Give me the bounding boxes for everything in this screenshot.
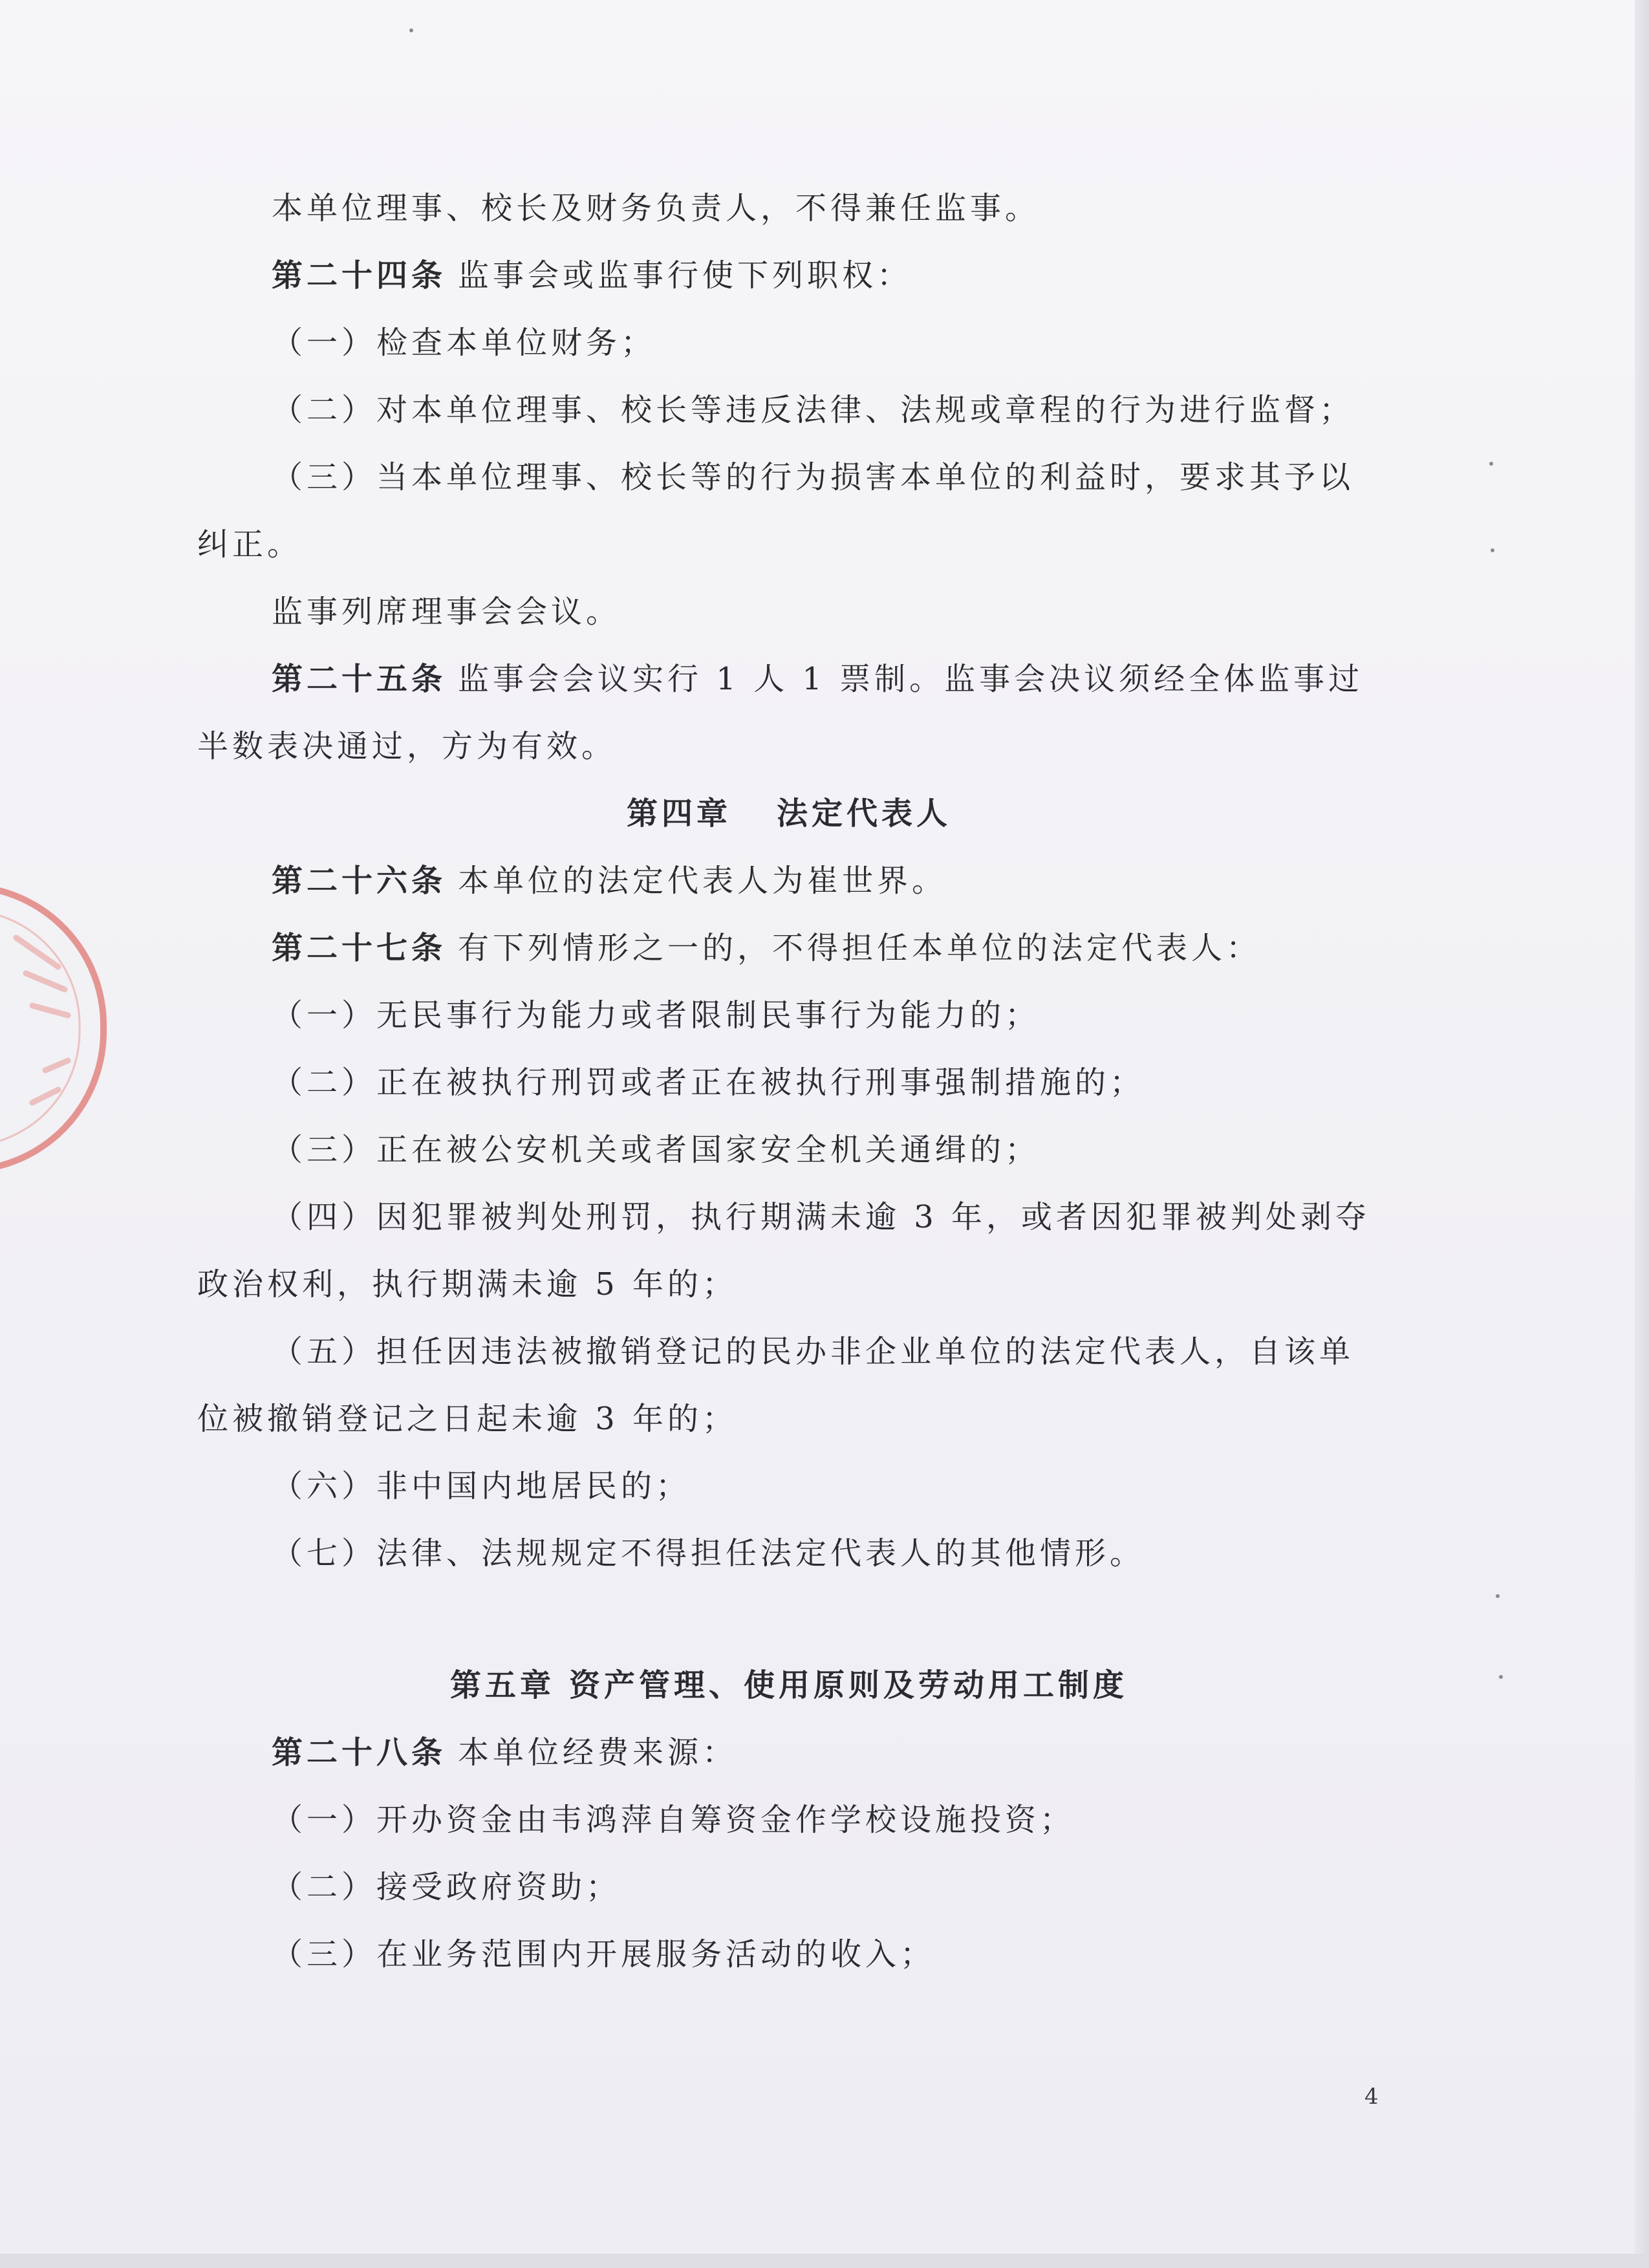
chapter-number: 第五章 bbox=[449, 1667, 555, 1703]
article-27-item-2: （二）正在被执行刑罚或者正在被执行刑事强制措施的； bbox=[272, 1064, 1145, 1101]
article-28 bbox=[197, 1719, 1381, 1786]
article-text: 监事会或监事行使下列职权： bbox=[458, 257, 912, 294]
article-text: 监事会会议实行 1 人 1 票制。监事会决议须经全体监事过半数表决通过，方为有效。 bbox=[197, 661, 1364, 764]
chapter-4-heading bbox=[197, 780, 1381, 847]
page-bottom-edge bbox=[0, 2254, 1649, 2268]
section-spacer bbox=[197, 1587, 1381, 1652]
article-number: 第二十五条 bbox=[272, 661, 447, 697]
scan-speck bbox=[1496, 1594, 1500, 1598]
article-27-item-7: （七）法律、法规规定不得担任法定代表人的其他情形。 bbox=[272, 1535, 1145, 1571]
chapter-title: 资产管理、使用原则及劳动用工制度 bbox=[569, 1667, 1128, 1703]
article-25 bbox=[197, 645, 1381, 780]
article-27-item-5: （五）担任因违法被撤销登记的民办非企业单位的法定代表人，自该单位被撤销登记之日起未逾 3 年的； bbox=[197, 1334, 1355, 1437]
article-text: 有下列情形之一的，不得担任本单位的法定代表人： bbox=[458, 930, 1262, 966]
article-number: 第二十四条 bbox=[272, 257, 447, 294]
article-24-item-2: （二）对本单位理事、校长等违反法律、法规或章程的行为进行监督； bbox=[272, 392, 1355, 428]
article-27-item-4: （四）因犯罪被判处刑罚，执行期满未逾 3 年，或者因犯罪被判处剥夺政治权利，执行期满未逾 5 年的； bbox=[197, 1199, 1371, 1302]
scan-speck bbox=[1491, 548, 1494, 552]
article-28-item-2: （二）接受政府资助； bbox=[272, 1869, 621, 1905]
paragraph-supervisor-restriction: 本单位理事、校长及财务负责人，不得兼任监事。 bbox=[272, 190, 1040, 226]
page-number: 4 bbox=[1364, 2084, 1379, 2110]
page-edge-shadow bbox=[1635, 0, 1649, 2268]
article-text: 本单位经费来源： bbox=[458, 1734, 738, 1771]
chapter-5-heading bbox=[197, 1652, 1381, 1719]
article-text: 本单位的法定代表人为崔世界。 bbox=[458, 863, 947, 899]
article-24-item-1: （一）检查本单位财务； bbox=[272, 325, 656, 361]
article-27-item-1: （一）无民事行为能力或者限制民事行为能力的； bbox=[272, 997, 1040, 1033]
article-27-item-3: （三）正在被公安机关或者国家安全机关通缉的； bbox=[272, 1132, 1040, 1168]
article-number: 第二十八条 bbox=[272, 1734, 447, 1771]
chapter-title: 法定代表人 bbox=[777, 795, 952, 832]
article-24-item-3: （三）当本单位理事、校长等的行为损害本单位的利益时，要求其予以纠正。 bbox=[197, 459, 1355, 563]
article-24 bbox=[197, 242, 1381, 309]
scan-speck bbox=[1499, 1675, 1503, 1679]
article-28-item-3: （三）在业务范围内开展服务活动的收入； bbox=[272, 1936, 936, 1972]
article-number: 第二十七条 bbox=[272, 930, 447, 966]
paragraph-attend-meeting: 监事列席理事会会议。 bbox=[272, 594, 621, 630]
scan-speck bbox=[409, 28, 413, 32]
chapter-number: 第四章 bbox=[626, 795, 731, 832]
document-body bbox=[197, 175, 1381, 1988]
scan-speck bbox=[1489, 462, 1493, 466]
article-27-item-6: （六）非中国内地居民的； bbox=[272, 1468, 691, 1504]
article-number: 第二十六条 bbox=[272, 863, 447, 899]
article-28-item-1: （一）开办资金由韦鸿萍自筹资金作学校设施投资； bbox=[272, 1802, 1075, 1838]
article-27 bbox=[197, 914, 1381, 982]
article-26 bbox=[197, 847, 1381, 914]
